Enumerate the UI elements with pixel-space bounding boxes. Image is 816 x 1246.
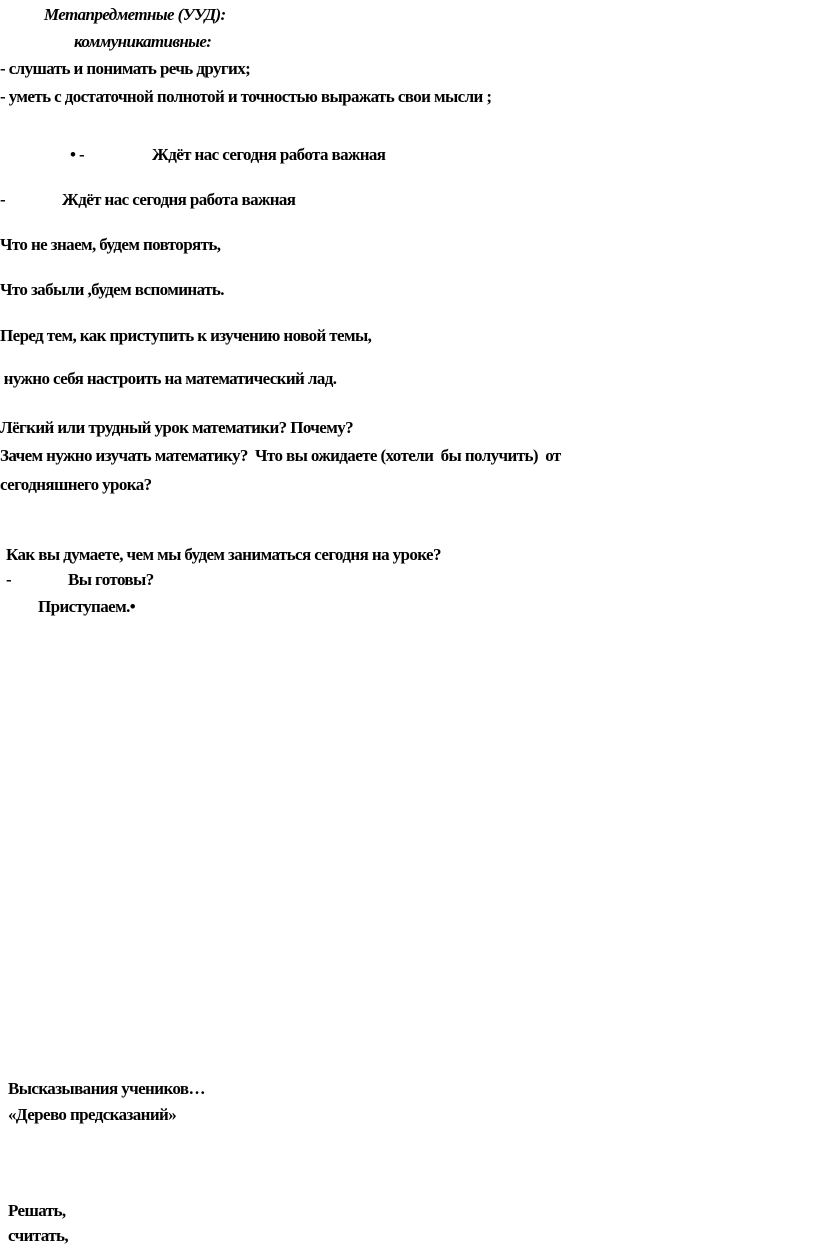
poem-line: Перед тем, как приступить к изучению новой темы, (0, 326, 372, 345)
start-text: Приступаем.• (38, 597, 136, 616)
ready-marker: - (6, 570, 12, 589)
bullet-text: Ждёт нас сегодня работа важная (152, 145, 386, 164)
prompt-question: Как вы думаете, чем мы будем заниматься сегодня на уроке? (6, 545, 441, 564)
responses-line: «Дерево предсказаний» (8, 1105, 177, 1124)
poem-line: нужно себя настроить на математический лад. (0, 369, 337, 388)
question-line: Зачем нужно изучать математику? Что вы ожидаете (хотели бы получить) от (0, 446, 561, 465)
responses-line: Высказывания учеников… (8, 1079, 205, 1098)
dash-marker: - (0, 190, 6, 209)
verb-item: считать, (8, 1226, 68, 1245)
ready-text: Вы готовы? (68, 570, 154, 589)
section-subtitle: коммуникативные: (74, 32, 212, 51)
poem-line: Что не знаем, будем повторять, (0, 235, 221, 254)
skill-item: - уметь с достаточной полнотой и точностью выражать свои мысли ; (0, 87, 492, 106)
skill-item: - слушать и понимать речь других; (0, 59, 251, 78)
section-title: Метапредметные (УУД): (44, 5, 226, 24)
verb-item: Решать, (8, 1201, 66, 1220)
dash-text: Ждёт нас сегодня работа важная (62, 190, 296, 209)
question-line: Лёгкий или трудный урок математики? Почему? (0, 418, 353, 437)
poem-line: Что забыли ,будем вспоминать. (0, 280, 224, 299)
bullet-marker: • - (70, 145, 85, 164)
question-line: сегодняшнего урока? (0, 475, 152, 494)
